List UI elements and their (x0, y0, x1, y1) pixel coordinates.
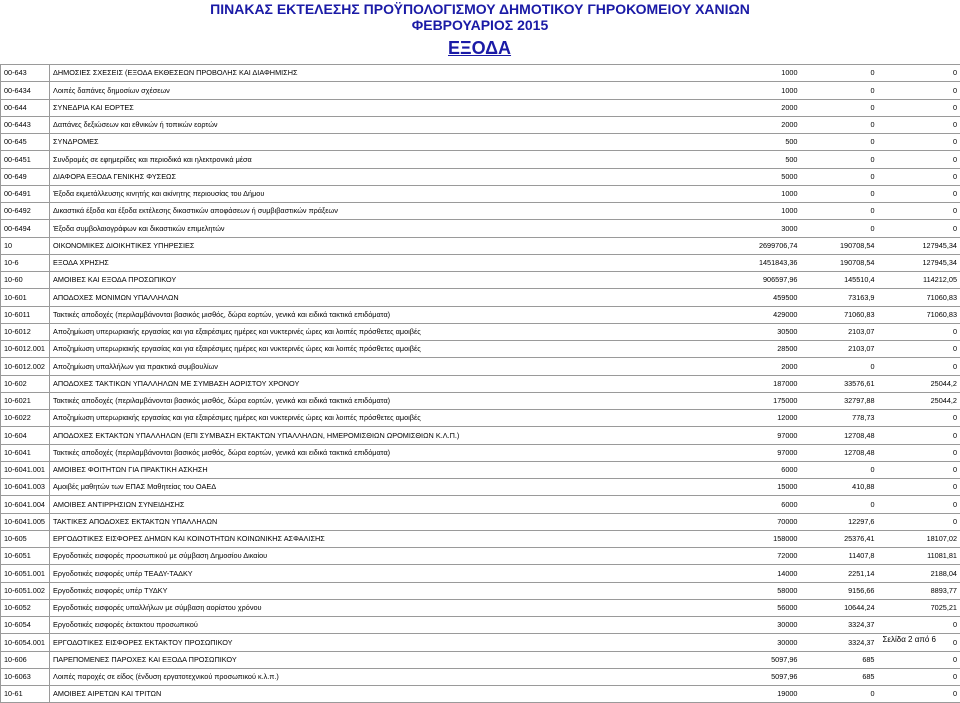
commitment-amount-cell: 3324,37 (801, 617, 878, 634)
report-title: ΠΙΝΑΚΑΣ ΕΚΤΕΛΕΣΗΣ ΠΡΟΫΠΟΛΟΓΙΣΜΟΥ ΔΗΜΟΤΙΚΟΥ ΓΗΡΟΚΟΜΕΙΟΥ ΧΑΝΙΩΝ (0, 1, 960, 17)
paid-amount-cell: 0 (878, 668, 960, 685)
description-cell: ΑΠΟΔΟΧΕΣ ΕΚΤΑΚΤΩΝ ΥΠΑΛΛΗΛΩΝ (ΕΠΙ ΣΥΜΒΑΣΗ ΕΚΤΑΚΤΩΝ ΥΠΑΛΛΗΛΩΝ, ΗΜΕΡΟΜΙΣΘΙΩΝ ΩΡΟΜΙΣΘΙΩΝ Κ.Λ.Π.) (50, 427, 718, 444)
table-row (1, 116, 960, 133)
paid-amount-cell: 127945,34 (878, 237, 960, 254)
table-row (1, 565, 960, 582)
paid-amount-cell: 25044,2 (878, 375, 960, 392)
account-code-cell: 10-6022 (1, 410, 50, 427)
table-row (1, 220, 960, 237)
commitment-amount-cell: 0 (801, 82, 878, 99)
table-row (1, 341, 960, 358)
table-row (1, 617, 960, 634)
description-cell: ΔΙΑΦΟΡΑ ΕΞΟΔΑ ΓΕΝΙΚΗΣ ΦΥΣΕΩΣ (50, 168, 718, 185)
account-code-cell: 00-6451 (1, 151, 50, 168)
paid-amount-cell: 0 (878, 651, 960, 668)
expenses-table-body (1, 65, 960, 703)
commitment-amount-cell: 685 (801, 651, 878, 668)
commitment-amount-cell: 0 (801, 203, 878, 220)
table-row (1, 134, 960, 151)
table-row (1, 65, 960, 82)
description-cell: ΕΡΓΟΔΟΤΙΚΕΣ ΕΙΣΦΟΡΕΣ ΔΗΜΩΝ ΚΑΙ ΚΟΙΝΟΤΗΤΩΝ ΚΟΙΝΩΝΙΚΗΣ ΑΣΦΑΛΙΣΗΣ (50, 530, 718, 547)
description-cell: ΕΞΟΔΑ ΧΡΗΣΗΣ (50, 254, 718, 271)
page-number: Σελίδα 2 από 6 (882, 635, 936, 644)
description-cell: ΠΑΡΕΠΟΜΕΝΕΣ ΠΑΡΟΧΕΣ ΚΑΙ ΕΞΟΔΑ ΠΡΟΣΩΠΙΚΟΥ (50, 651, 718, 668)
description-cell: ΟΙΚΟΝΟΜΙΚΕΣ ΔΙΟΙΚΗΤΙΚΕΣ ΥΠΗΡΕΣΙΕΣ (50, 237, 718, 254)
account-code-cell: 10-6 (1, 254, 50, 271)
commitment-amount-cell: 12708,48 (801, 444, 878, 461)
budgeted-amount-cell: 500 (718, 134, 801, 151)
description-cell: Λοιπές δαπάνες δημοσίων σχέσεων (50, 82, 718, 99)
budgeted-amount-cell: 14000 (718, 565, 801, 582)
budgeted-amount-cell: 459500 (718, 289, 801, 306)
paid-amount-cell: 0 (878, 203, 960, 220)
commitment-amount-cell: 0 (801, 99, 878, 116)
commitment-amount-cell: 145510,4 (801, 272, 878, 289)
description-cell: ΑΜΟΙΒΕΣ ΑΙΡΕΤΩΝ ΚΑΙ ΤΡΙΤΩΝ (50, 686, 718, 703)
budgeted-amount-cell: 19000 (718, 686, 801, 703)
paid-amount-cell: 114212,05 (878, 272, 960, 289)
account-code-cell: 00-6443 (1, 116, 50, 133)
description-cell: ΔΗΜΟΣΙΕΣ ΣΧΕΣΕΙΣ (ΕΞΟΔΑ ΕΚΘΕΣΕΩΝ ΠΡΟΒΟΛΗΣ ΚΑΙ ΔΙΑΦΗΜΙΣΗΣ (50, 65, 718, 82)
table-row (1, 582, 960, 599)
commitment-amount-cell: 0 (801, 358, 878, 375)
table-row (1, 444, 960, 461)
paid-amount-cell: 0 (878, 686, 960, 703)
commitment-amount-cell: 11407,8 (801, 548, 878, 565)
table-row (1, 479, 960, 496)
account-code-cell: 00-644 (1, 99, 50, 116)
budgeted-amount-cell: 72000 (718, 548, 801, 565)
commitment-amount-cell: 0 (801, 116, 878, 133)
budgeted-amount-cell: 56000 (718, 599, 801, 616)
paid-amount-cell: 0 (878, 168, 960, 185)
account-code-cell: 10-6054.001 (1, 634, 50, 651)
table-row (1, 82, 960, 99)
account-code-cell: 00-649 (1, 168, 50, 185)
budgeted-amount-cell: 6000 (718, 496, 801, 513)
account-code-cell: 10-604 (1, 427, 50, 444)
account-code-cell: 10-6041 (1, 444, 50, 461)
commitment-amount-cell: 0 (801, 461, 878, 478)
commitment-amount-cell: 25376,41 (801, 530, 878, 547)
commitment-amount-cell: 3324,37 (801, 634, 878, 651)
description-cell: ΣΥΝΕΔΡΙΑ ΚΑΙ ΕΟΡΤΕΣ (50, 99, 718, 116)
commitment-amount-cell: 190708,54 (801, 237, 878, 254)
budgeted-amount-cell: 5097,96 (718, 651, 801, 668)
description-cell: Έξοδα εκμετάλλευσης κινητής και ακίνητης περιουσίας του Δήμου (50, 185, 718, 202)
budgeted-amount-cell: 175000 (718, 392, 801, 409)
budgeted-amount-cell: 906597,96 (718, 272, 801, 289)
paid-amount-cell: 0 (878, 634, 960, 651)
table-row (1, 496, 960, 513)
account-code-cell: 10-6021 (1, 392, 50, 409)
budgeted-amount-cell: 3000 (718, 220, 801, 237)
commitment-amount-cell: 0 (801, 220, 878, 237)
account-code-cell: 10-6051.002 (1, 582, 50, 599)
budgeted-amount-cell: 158000 (718, 530, 801, 547)
commitment-amount-cell: 190708,54 (801, 254, 878, 271)
table-row (1, 634, 960, 651)
commitment-amount-cell: 0 (801, 168, 878, 185)
commitment-amount-cell: 0 (801, 151, 878, 168)
table-row (1, 358, 960, 375)
description-cell: Αμοιβές μαθητών των ΕΠΑΣ Μαθητείας του ΟΑΕΔ (50, 479, 718, 496)
commitment-amount-cell: 410,88 (801, 479, 878, 496)
commitment-amount-cell: 778,73 (801, 410, 878, 427)
budgeted-amount-cell: 1000 (718, 65, 801, 82)
table-row (1, 185, 960, 202)
commitment-amount-cell: 0 (801, 185, 878, 202)
account-code-cell: 10-6041.005 (1, 513, 50, 530)
table-row (1, 427, 960, 444)
table-row (1, 513, 960, 530)
account-code-cell: 00-6491 (1, 185, 50, 202)
account-code-cell: 00-6434 (1, 82, 50, 99)
paid-amount-cell: 0 (878, 513, 960, 530)
paid-amount-cell: 0 (878, 151, 960, 168)
commitment-amount-cell: 2251,14 (801, 565, 878, 582)
budgeted-amount-cell: 5000 (718, 168, 801, 185)
budgeted-amount-cell: 2699706,74 (718, 237, 801, 254)
account-code-cell: 10-6012.001 (1, 341, 50, 358)
description-cell: Εργοδοτικές εισφορές υπέρ ΤΕΑΔΥ-ΤΑΔΚΥ (50, 565, 718, 582)
table-row (1, 289, 960, 306)
account-code-cell: 10-6051 (1, 548, 50, 565)
budgeted-amount-cell: 30000 (718, 634, 801, 651)
description-cell: ΑΜΟΙΒΕΣ ΑΝΤΙΡΡΗΣΙΩΝ ΣΥΝΕΙΔΗΣΗΣ (50, 496, 718, 513)
account-code-cell: 10-601 (1, 289, 50, 306)
section-heading: ΕΞΟΔΑ (448, 38, 558, 59)
table-row (1, 686, 960, 703)
paid-amount-cell: 2188,04 (878, 565, 960, 582)
paid-amount-cell: 0 (878, 323, 960, 340)
account-code-cell: 10-605 (1, 530, 50, 547)
description-cell: ΣΥΝΔΡΟΜΕΣ (50, 134, 718, 151)
description-cell: Έξοδα συμβολαιογράφων και δικαστικών επιμελητών (50, 220, 718, 237)
paid-amount-cell: 0 (878, 444, 960, 461)
paid-amount-cell: 0 (878, 479, 960, 496)
table-row (1, 203, 960, 220)
description-cell: Λοιπές παροχές σε είδος (ένδυση εργατοτεχνικού προσωπικού κ.λ.π.) (50, 668, 718, 685)
description-cell: Αποζημίωση υπαλλήλων για πρακτικά συμβουλίων (50, 358, 718, 375)
budgeted-amount-cell: 1000 (718, 203, 801, 220)
description-cell: ΑΜΟΙΒΕΣ ΦΟΙΤΗΤΩΝ ΓΙΑ ΠΡΑΚΤΙΚΗ ΑΣΚΗΣΗ (50, 461, 718, 478)
description-cell: Εργοδοτικές εισφορές έκτακτου προσωπικού (50, 617, 718, 634)
account-code-cell: 10-61 (1, 686, 50, 703)
paid-amount-cell: 0 (878, 116, 960, 133)
budgeted-amount-cell: 70000 (718, 513, 801, 530)
table-row (1, 168, 960, 185)
paid-amount-cell: 0 (878, 341, 960, 358)
account-code-cell: 10-6012.002 (1, 358, 50, 375)
paid-amount-cell: 0 (878, 617, 960, 634)
description-cell: ΑΠΟΔΟΧΕΣ ΜΟΝΙΜΩΝ ΥΠΑΛΛΗΛΩΝ (50, 289, 718, 306)
description-cell: Τακτικές αποδοχές (περιλαμβάνονται βασικός μισθός, δώρα εορτών, γενικά και ειδικά τακτικά επιδόματα) (50, 392, 718, 409)
paid-amount-cell: 18107,02 (878, 530, 960, 547)
commitment-amount-cell: 12708,48 (801, 427, 878, 444)
commitment-amount-cell: 33576,61 (801, 375, 878, 392)
account-code-cell: 10-6041.001 (1, 461, 50, 478)
budgeted-amount-cell: 12000 (718, 410, 801, 427)
budgeted-amount-cell: 97000 (718, 427, 801, 444)
commitment-amount-cell: 0 (801, 686, 878, 703)
paid-amount-cell: 71060,83 (878, 306, 960, 323)
commitment-amount-cell: 0 (801, 65, 878, 82)
budgeted-amount-cell: 2000 (718, 358, 801, 375)
paid-amount-cell: 0 (878, 461, 960, 478)
commitment-amount-cell: 10644,24 (801, 599, 878, 616)
table-row (1, 272, 960, 289)
commitment-amount-cell: 0 (801, 134, 878, 151)
description-cell: Τακτικές αποδοχές (περιλαμβάνονται βασικός μισθός, δώρα εορτών, γενικά και ειδικά τακτικά επιδόματα) (50, 444, 718, 461)
table-row (1, 306, 960, 323)
description-cell: Εργοδοτικές εισφορές υπαλλήλων με σύμβαση αορίστου χρόνου (50, 599, 718, 616)
paid-amount-cell: 0 (878, 427, 960, 444)
paid-amount-cell: 0 (878, 99, 960, 116)
description-cell: Εργοδοτικές εισφορές προσωπικού με σύμβαση Δημοσίου Δικαίου (50, 548, 718, 565)
table-row (1, 599, 960, 616)
table-row (1, 668, 960, 685)
description-cell: Συνδρομές σε εφημερίδες και περιοδικά και ηλεκτρονικά μέσα (50, 151, 718, 168)
description-cell: Δικαστικά έξοδα και έξοδα εκτέλεσης δικαστικών αποφάσεων ή συμβιβαστικών πράξεων (50, 203, 718, 220)
description-cell: ΑΠΟΔΟΧΕΣ ΤΑΚΤΙΚΩΝ ΥΠΑΛΛΗΛΩΝ ΜΕ ΣΥΜΒΑΣΗ ΑΟΡΙΣΤΟΥ ΧΡΟΝΟΥ (50, 375, 718, 392)
account-code-cell: 10-6012 (1, 323, 50, 340)
commitment-amount-cell: 2103,07 (801, 323, 878, 340)
paid-amount-cell: 0 (878, 410, 960, 427)
commitment-amount-cell: 71060,83 (801, 306, 878, 323)
table-row (1, 651, 960, 668)
budgeted-amount-cell: 2000 (718, 116, 801, 133)
table-row (1, 530, 960, 547)
paid-amount-cell: 0 (878, 358, 960, 375)
description-cell: ΑΜΟΙΒΕΣ ΚΑΙ ΕΞΟΔΑ ΠΡΟΣΩΠΙΚΟΥ (50, 272, 718, 289)
table-row (1, 237, 960, 254)
paid-amount-cell: 8893,77 (878, 582, 960, 599)
account-code-cell: 10-606 (1, 651, 50, 668)
commitment-amount-cell: 685 (801, 668, 878, 685)
account-code-cell: 00-6494 (1, 220, 50, 237)
paid-amount-cell: 25044,2 (878, 392, 960, 409)
budgeted-amount-cell: 187000 (718, 375, 801, 392)
description-cell: Αποζημίωση υπερωριακής εργασίας και για εξαιρέσιμες ημέρες και νυκτερινές ώρες και λοιπές πρόσθετες αμοιβές (50, 323, 718, 340)
budgeted-amount-cell: 1000 (718, 82, 801, 99)
table-row (1, 254, 960, 271)
account-code-cell: 00-6492 (1, 203, 50, 220)
account-code-cell: 10 (1, 237, 50, 254)
account-code-cell: 10-6054 (1, 617, 50, 634)
budgeted-amount-cell: 500 (718, 151, 801, 168)
description-cell: Τακτικές αποδοχές (περιλαμβάνονται βασικός μισθός, δώρα εορτών, γενικά και ειδικά τακτικά επιδόματα) (50, 306, 718, 323)
budgeted-amount-cell: 28500 (718, 341, 801, 358)
table-row (1, 151, 960, 168)
description-cell: ΕΡΓΟΔΟΤΙΚΕΣ ΕΙΣΦΟΡΕΣ ΕΚΤΑΚΤΟΥ ΠΡΟΣΩΠΙΚΟΥ (50, 634, 718, 651)
table-row (1, 392, 960, 409)
description-cell: ΤΑΚΤΙΚΕΣ ΑΠΟΔΟΧΕΣ ΕΚΤΑΚΤΩΝ ΥΠΑΛΛΗΛΩΝ (50, 513, 718, 530)
account-code-cell: 10-6063 (1, 668, 50, 685)
account-code-cell: 10-602 (1, 375, 50, 392)
account-code-cell: 00-643 (1, 65, 50, 82)
paid-amount-cell: 11081,81 (878, 548, 960, 565)
paid-amount-cell: 0 (878, 134, 960, 151)
paid-amount-cell: 127945,34 (878, 254, 960, 271)
commitment-amount-cell: 32797,88 (801, 392, 878, 409)
description-cell: Δαπάνες δεξιώσεων και εθνικών ή τοπικών εορτών (50, 116, 718, 133)
description-cell: Αποζημίωση υπερωριακής εργασίας και για εξαιρέσιμες ημέρες και νυκτερινές ώρες και λοιπές πρόσθετες αμοιβές (50, 410, 718, 427)
table-row (1, 99, 960, 116)
budgeted-amount-cell: 6000 (718, 461, 801, 478)
budgeted-amount-cell: 15000 (718, 479, 801, 496)
expenses-table (0, 64, 960, 703)
budgeted-amount-cell: 58000 (718, 582, 801, 599)
budgeted-amount-cell: 30000 (718, 617, 801, 634)
table-row (1, 375, 960, 392)
commitment-amount-cell: 9156,66 (801, 582, 878, 599)
account-code-cell: 10-6011 (1, 306, 50, 323)
budgeted-amount-cell: 30500 (718, 323, 801, 340)
paid-amount-cell: 7025,21 (878, 599, 960, 616)
budgeted-amount-cell: 2000 (718, 99, 801, 116)
table-row (1, 548, 960, 565)
account-code-cell: 10-6052 (1, 599, 50, 616)
budgeted-amount-cell: 1000 (718, 185, 801, 202)
paid-amount-cell: 0 (878, 220, 960, 237)
paid-amount-cell: 0 (878, 496, 960, 513)
paid-amount-cell: 0 (878, 65, 960, 82)
commitment-amount-cell: 12297,6 (801, 513, 878, 530)
table-row (1, 323, 960, 340)
account-code-cell: 10-6051.001 (1, 565, 50, 582)
account-code-cell: 10-6041.003 (1, 479, 50, 496)
commitment-amount-cell: 0 (801, 496, 878, 513)
account-code-cell: 00-645 (1, 134, 50, 151)
budgeted-amount-cell: 429000 (718, 306, 801, 323)
commitment-amount-cell: 73163,9 (801, 289, 878, 306)
description-cell: Εργοδοτικές εισφορές υπέρ ΤΥΔΚΥ (50, 582, 718, 599)
paid-amount-cell: 0 (878, 185, 960, 202)
table-row (1, 461, 960, 478)
budgeted-amount-cell: 97000 (718, 444, 801, 461)
report-period: ΦΕΒΡΟΥΑΡΙΟΣ 2015 (0, 17, 960, 33)
budgeted-amount-cell: 5097,96 (718, 668, 801, 685)
account-code-cell: 10-6041.004 (1, 496, 50, 513)
paid-amount-cell: 71060,83 (878, 289, 960, 306)
commitment-amount-cell: 2103,07 (801, 341, 878, 358)
budgeted-amount-cell: 1451843,36 (718, 254, 801, 271)
paid-amount-cell: 0 (878, 82, 960, 99)
account-code-cell: 10-60 (1, 272, 50, 289)
description-cell: Αποζημίωση υπερωριακής εργασίας και για εξαιρέσιμες ημέρες και νυκτερινές ώρες και λοιπές πρόσθετες αμοιβές (50, 341, 718, 358)
table-row (1, 410, 960, 427)
